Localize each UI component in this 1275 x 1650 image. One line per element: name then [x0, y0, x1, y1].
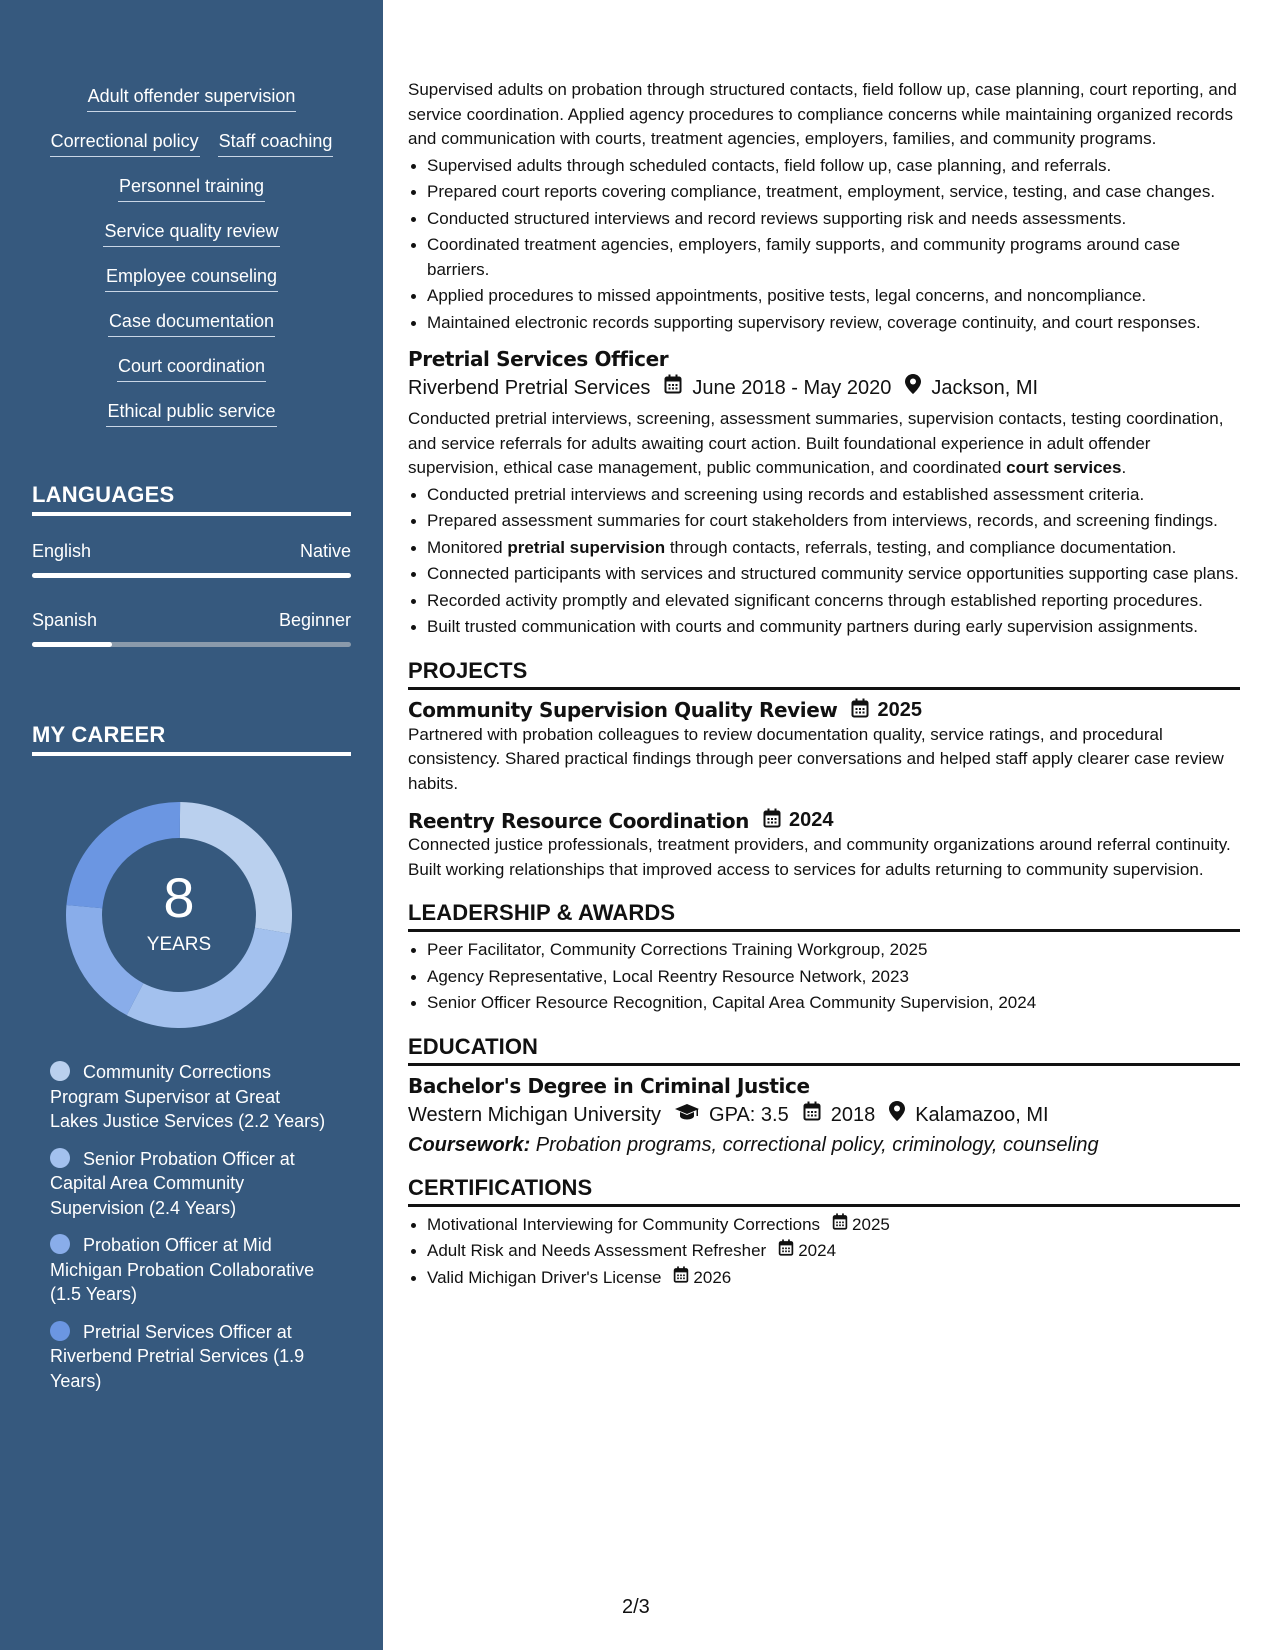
career-legend-item: [50, 1233, 330, 1307]
experience-summary: Supervised adults on probation through structured contacts, field follow up, case planning, court reporting, and service coordination. Applied agency procedures to compliance concerns while maintaining organized records and communication with courts, treatment agencies, employers, families, and community programs.: [408, 80, 1237, 148]
legend-dot: [50, 1061, 70, 1081]
bullet-item: Conducted structured interviews and record reviews supporting risk and needs assessments.: [408, 207, 1240, 232]
project-description: Partnered with probation colleagues to review documentation quality, service ratings, and procedural consistency. Shared practical findings through peer conversations and helped staff apply clearer case review habits.: [408, 724, 1224, 793]
bullet-item: Built trusted communication with courts and community partners during early supervision assignments.: [408, 615, 1240, 640]
career-total-years: 8: [163, 866, 195, 929]
legend-dot: [50, 1234, 70, 1254]
calendar-icon: [851, 698, 869, 723]
bullet-item: Supervised adults through scheduled contacts, field follow up, case planning, and referrals.: [408, 154, 1240, 179]
education-heading: EDUCATION: [408, 1034, 1240, 1066]
job-dates: June 2018 - May 2020: [692, 377, 892, 399]
summary-text: Conducted pretrial interviews, screening, assessment summaries, supervision contacts, testing coordination, and service referrals for adults awaiting court action. Built foundational experience in adult offender supervision, ethical case management, public communication, and coordinated: [408, 409, 1224, 477]
skill-tag: Employee counseling: [105, 264, 278, 292]
certification-year: 2025: [852, 1214, 890, 1234]
language-spanish: [32, 609, 351, 647]
bullet-item: Applied procedures to missed appointments, positive tests, legal concerns, and noncompliance.: [408, 284, 1240, 309]
bullet-item: Recorded activity promptly and elevated significant concerns through established reporting procedures.: [408, 589, 1240, 614]
graduation-year: 2018: [830, 1103, 876, 1126]
career-heading: MY CAREER: [32, 722, 351, 756]
career-legend: [50, 1060, 330, 1406]
languages-heading: LANGUAGES: [32, 482, 351, 516]
bullet-item: Conducted pretrial interviews and screening using records and established assessment criteria.: [408, 483, 1240, 508]
certifications-heading: CERTIFICATIONS: [408, 1175, 1240, 1207]
job-meta: [408, 373, 1240, 403]
calendar-icon: [673, 1266, 689, 1291]
project-title: Community Supervision Quality Review: [408, 698, 838, 722]
calendar-icon: [664, 373, 682, 403]
graduation-cap-icon: [675, 1100, 699, 1130]
career-role: Pretrial Services Officer at Riverbend Pretrial Services (1.9 Years): [50, 1321, 305, 1391]
coursework-list: Probation programs, correctional policy, criminology, counseling: [530, 1133, 1099, 1156]
legend-dot: [50, 1321, 70, 1341]
skill-tag: Service quality review: [103, 219, 279, 247]
language-english: [32, 540, 351, 578]
language-name: Spanish: [32, 610, 98, 630]
certification-item: [408, 1239, 1240, 1264]
career-legend-item: [50, 1320, 330, 1394]
certification-item: [408, 1213, 1240, 1238]
career-role: Probation Officer at Mid Michigan Probation Collaborative (1.5 Years): [50, 1235, 315, 1304]
projects-heading: PROJECTS: [408, 658, 1240, 690]
coursework-label: Coursework:: [408, 1133, 531, 1156]
bullet-item: Connected participants with services and structured community service opportunities supporting case plans.: [408, 562, 1240, 587]
language-name: English: [32, 541, 92, 561]
project-title: Reentry Resource Coordination: [408, 808, 750, 833]
school-name: Western Michigan University: [408, 1103, 662, 1126]
coursework: [408, 1134, 1240, 1157]
career-donut-chart: [64, 800, 294, 1030]
career-legend-item: [50, 1147, 330, 1221]
page-number: 2/3: [622, 1596, 650, 1618]
calendar-icon: [778, 1239, 794, 1264]
gpa: GPA: 3.5: [709, 1103, 789, 1126]
project-header: [408, 698, 1240, 723]
career-years-label: YEARS: [146, 934, 212, 955]
calendar-icon: [763, 808, 781, 833]
skill-tag: Case documentation: [108, 309, 275, 337]
proficiency-bar: [32, 642, 351, 647]
experience-bullets: [408, 154, 1240, 336]
bullet-item: Coordinated treatment agencies, employers, family supports, and community programs around case barriers.: [408, 233, 1240, 282]
language-level: Native: [299, 541, 351, 561]
skill-tag: Adult offender supervision: [87, 84, 297, 112]
project-description: Connected justice professionals, treatment providers, and community organizations around referral continuity. Built working relationships that improved access to services for adults returning to community supervision.: [408, 835, 1231, 879]
certification-year: 2024: [798, 1241, 837, 1260]
job-summary: [408, 407, 1240, 481]
certification-item: [408, 1266, 1240, 1291]
certifications-list: [408, 1213, 1240, 1291]
proficiency-bar: [32, 573, 351, 578]
proficiency-fill: [32, 642, 112, 647]
calendar-icon: [832, 1213, 848, 1238]
project-year: 2025: [877, 698, 922, 721]
award-item: Agency Representative, Local Reentry Resource Network, 2023: [408, 965, 1240, 990]
location-pin-icon: [889, 1100, 905, 1130]
skill-tag: Personnel training: [118, 174, 265, 202]
skill-tag: Court coordination: [117, 354, 266, 382]
certification-year: 2026: [693, 1267, 732, 1287]
project-year: 2024: [789, 809, 834, 831]
bullet-item: Prepared court reports covering compliance, treatment, employment, service, testing, and case changes.: [408, 180, 1240, 205]
skill-tag: Correctional policy: [50, 129, 200, 157]
leadership-list: [408, 938, 1240, 1016]
language-level: Beginner: [278, 610, 351, 630]
project-header: [408, 808, 1240, 833]
award-item: Peer Facilitator, Community Corrections Training Workgroup, 2025: [408, 938, 1240, 963]
degree-title: Bachelor's Degree in Criminal Justice: [408, 1073, 810, 1098]
bullet-highlight: pretrial supervision: [507, 537, 666, 557]
summary-highlight: court services: [1006, 458, 1122, 477]
education-meta: [408, 1100, 1240, 1130]
bullet-item: [408, 536, 1240, 561]
summary-text: .: [1121, 458, 1127, 477]
skill-tag: Staff coaching: [218, 129, 334, 157]
bullet-item: Prepared assessment summaries for court stakeholders from interviews, records, and screening findings.: [408, 509, 1240, 534]
career-role: Community Corrections Program Supervisor at Great Lakes Justice Services (2.2 Years): [50, 1062, 326, 1131]
main-content: [408, 78, 1240, 1290]
job-title: Pretrial Services Officer: [408, 347, 669, 371]
company-name: Riverbend Pretrial Services: [408, 377, 651, 399]
skills-list: [20, 84, 363, 444]
certification-name: Motivational Interviewing for Community Corrections: [427, 1214, 821, 1234]
certification-name: Adult Risk and Needs Assessment Refresher: [427, 1241, 767, 1260]
skill-tag: Ethical public service: [106, 399, 276, 427]
career-role: Senior Probation Officer at Capital Area Community Supervision (2.4 Years): [50, 1148, 295, 1218]
job-bullets: [408, 483, 1240, 640]
job-location: Jackson, MI: [931, 377, 1039, 399]
school-location: Kalamazoo, MI: [915, 1103, 1049, 1126]
sidebar: [0, 0, 383, 1650]
bullet-item: Maintained electronic records supporting supervisory review, coverage continuity, and court responses.: [408, 311, 1240, 336]
calendar-icon: [803, 1100, 821, 1130]
leadership-heading: LEADERSHIP & AWARDS: [408, 900, 1240, 932]
career-legend-item: [50, 1060, 330, 1134]
award-item: Senior Officer Resource Recognition, Capital Area Community Supervision, 2024: [408, 991, 1240, 1016]
location-pin-icon: [905, 373, 921, 403]
certification-name: Valid Michigan Driver's License: [427, 1267, 662, 1287]
legend-dot: [50, 1148, 70, 1168]
bullet-text: through contacts, referrals, testing, and compliance documentation.: [665, 537, 1177, 557]
proficiency-fill: [32, 573, 351, 578]
bullet-text: Monitored: [427, 537, 508, 557]
